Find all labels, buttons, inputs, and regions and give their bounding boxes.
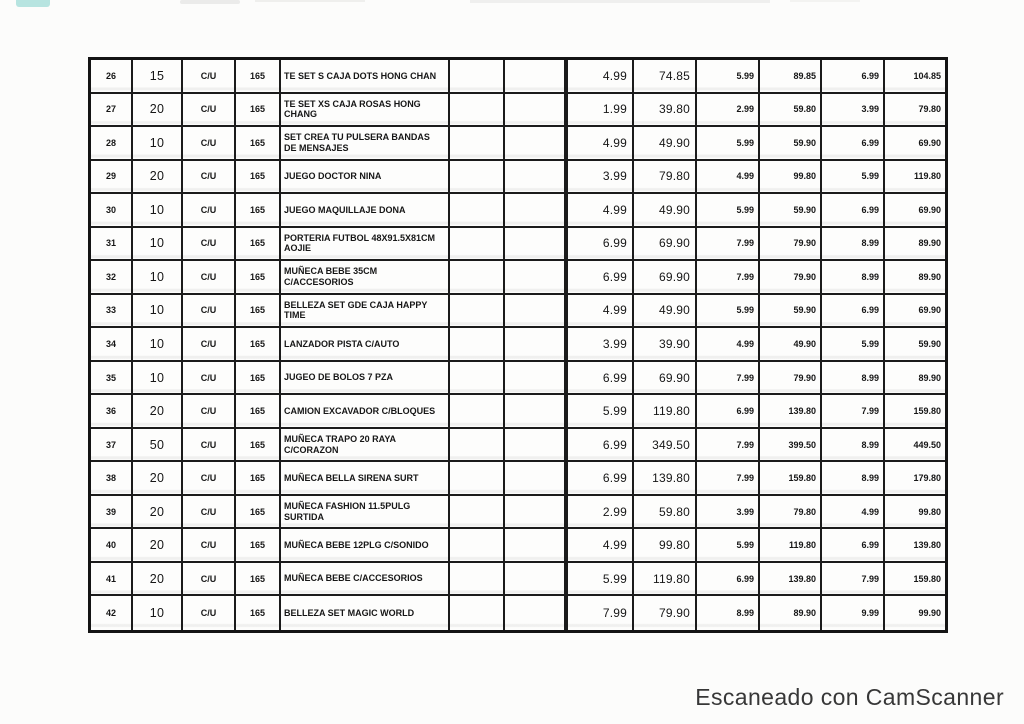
cell-price3: 9.99 (822, 596, 885, 630)
cell-blank1 (450, 228, 505, 262)
cell-qty: 20 (133, 462, 183, 496)
cell-total2: 79.90 (760, 362, 822, 396)
cell-total3: 69.90 (885, 194, 945, 228)
cell-unit: C/U (183, 596, 236, 630)
cell-total1: 79.80 (634, 161, 697, 195)
cell-unit: C/U (183, 161, 236, 195)
cell-price3: 8.99 (822, 261, 885, 295)
cell-blank2 (505, 228, 568, 262)
cell-num: 37 (91, 429, 133, 463)
cell-price2: 4.99 (697, 161, 760, 195)
price-list-table (88, 57, 948, 633)
cell-total2: 399.50 (760, 429, 822, 463)
cell-num: 36 (91, 395, 133, 429)
cell-price3: 6.99 (822, 60, 885, 94)
cell-price2: 2.99 (697, 94, 760, 128)
cell-description: MUÑECA FASHION 11.5PULG SURTIDA (281, 496, 450, 530)
cell-blank2 (505, 529, 568, 563)
cell-price3: 8.99 (822, 228, 885, 262)
cell-description: MUÑECA BELLA SIRENA SURT (281, 462, 450, 496)
cell-blank2 (505, 261, 568, 295)
cell-unit: C/U (183, 496, 236, 530)
cell-blank1 (450, 395, 505, 429)
cell-total2: 79.90 (760, 228, 822, 262)
cell-num: 40 (91, 529, 133, 563)
cell-description: BELLEZA SET GDE CAJA HAPPY TIME (281, 295, 450, 329)
cell-total2: 79.80 (760, 496, 822, 530)
cell-blank1 (450, 596, 505, 630)
cell-total3: 79.80 (885, 94, 945, 128)
cell-price3: 3.99 (822, 94, 885, 128)
cell-num: 42 (91, 596, 133, 630)
cell-total1: 349.50 (634, 429, 697, 463)
cell-code: 165 (236, 194, 281, 228)
cell-description: JUEGO DOCTOR NINA (281, 161, 450, 195)
cell-code: 165 (236, 563, 281, 597)
cell-total1: 69.90 (634, 228, 697, 262)
cell-qty: 10 (133, 261, 183, 295)
cell-blank2 (505, 194, 568, 228)
cell-num: 34 (91, 328, 133, 362)
cell-blank1 (450, 161, 505, 195)
cell-total2: 139.80 (760, 563, 822, 597)
cell-code: 165 (236, 161, 281, 195)
cell-total3: 59.90 (885, 328, 945, 362)
cell-blank1 (450, 429, 505, 463)
cell-total2: 159.80 (760, 462, 822, 496)
cell-blank2 (505, 161, 568, 195)
cell-unit: C/U (183, 462, 236, 496)
cell-code: 165 (236, 362, 281, 396)
cell-price2: 4.99 (697, 328, 760, 362)
cell-unit: C/U (183, 328, 236, 362)
cell-total2: 59.90 (760, 127, 822, 161)
cell-price2: 7.99 (697, 261, 760, 295)
cell-total3: 89.90 (885, 362, 945, 396)
cell-description: MUÑECA BEBE C/ACCESORIOS (281, 563, 450, 597)
cell-unit: C/U (183, 395, 236, 429)
cell-price1: 6.99 (568, 261, 634, 295)
cell-blank1 (450, 362, 505, 396)
cell-blank1 (450, 328, 505, 362)
cell-blank2 (505, 127, 568, 161)
cell-total1: 39.90 (634, 328, 697, 362)
cell-price3: 6.99 (822, 127, 885, 161)
cell-code: 165 (236, 596, 281, 630)
cell-total3: 159.80 (885, 563, 945, 597)
cell-price2: 5.99 (697, 194, 760, 228)
cell-code: 165 (236, 328, 281, 362)
cell-description: SET CREA TU PULSERA BANDAS DE MENSAJES (281, 127, 450, 161)
cell-price2: 5.99 (697, 529, 760, 563)
cell-num: 35 (91, 362, 133, 396)
cell-qty: 20 (133, 161, 183, 195)
cell-total1: 59.80 (634, 496, 697, 530)
cell-qty: 20 (133, 94, 183, 128)
cell-price3: 4.99 (822, 496, 885, 530)
cell-code: 165 (236, 496, 281, 530)
cell-qty: 20 (133, 529, 183, 563)
cell-price3: 8.99 (822, 362, 885, 396)
cell-price1: 6.99 (568, 228, 634, 262)
cell-description: MUÑECA BEBE 35CM C/ACCESORIOS (281, 261, 450, 295)
cell-total3: 99.90 (918, 608, 941, 619)
cell-num: 39 (91, 496, 133, 530)
cell-blank2 (505, 328, 568, 362)
cell-blank2 (505, 429, 568, 463)
cell-total1: 119.80 (634, 395, 697, 429)
cell-price1: 5.99 (568, 563, 634, 597)
cell-total2: 89.90 (760, 596, 822, 630)
cell-qty: 10 (133, 194, 183, 228)
cell-blank1 (450, 529, 505, 563)
cell-total1: 99.80 (634, 529, 697, 563)
cell-total1: 69.90 (634, 261, 697, 295)
cell-num: 27 (91, 94, 133, 128)
cell-blank2 (505, 462, 568, 496)
cell-price2: 7.99 (697, 429, 760, 463)
cell-code: 165 (236, 462, 281, 496)
cell-price3: 8.99 (822, 462, 885, 496)
cell-qty: 10 (133, 127, 183, 161)
cell-unit: C/U (183, 261, 236, 295)
cell-unit: C/U (183, 127, 236, 161)
cell-qty: 10 (133, 295, 183, 329)
cell-code: 165 (236, 228, 281, 262)
cell-total2: 59.90 (760, 295, 822, 329)
cell-blank1 (450, 462, 505, 496)
cell-blank2 (505, 60, 568, 94)
cell-total3: 119.80 (885, 161, 945, 195)
cell-num: 33 (91, 295, 133, 329)
cell-total3: 449.50 (885, 429, 945, 463)
cell-price1: 4.99 (568, 529, 634, 563)
cell-price2: 6.99 (697, 395, 760, 429)
cell-price1: 6.99 (568, 429, 634, 463)
cell-total1: 139.80 (634, 462, 697, 496)
cell-price3: 6.99 (822, 295, 885, 329)
cell-qty: 20 (133, 563, 183, 597)
cell-blank1 (450, 261, 505, 295)
cell-total2: 89.85 (760, 60, 822, 94)
cell-total3: 179.80 (885, 462, 945, 496)
cell-total2: 79.90 (760, 261, 822, 295)
scan-artifact (470, 0, 770, 3)
scan-artifact-teal-mark (16, 0, 50, 7)
cell-total3: 89.90 (885, 261, 945, 295)
cell-num: 31 (91, 228, 133, 262)
cell-blank2 (505, 563, 568, 597)
cell-description: JUEGO MAQUILLAJE DONA (281, 194, 450, 228)
cell-total1: 79.90 (634, 596, 697, 630)
cell-code: 165 (236, 529, 281, 563)
cell-blank2 (505, 94, 568, 128)
cell-price3: 5.99 (822, 328, 885, 362)
scan-artifact (180, 0, 240, 4)
cell-total2: 139.80 (760, 395, 822, 429)
cell-blank1 (450, 563, 505, 597)
cell-unit: C/U (183, 60, 236, 94)
cell-blank1 (450, 60, 505, 94)
cell-price1: 4.99 (568, 194, 634, 228)
cell-price2: 7.99 (697, 228, 760, 262)
cell-description: TE SET S CAJA DOTS HONG CHAN (281, 60, 450, 94)
cell-num: 38 (91, 462, 133, 496)
cell-code: 165 (236, 261, 281, 295)
cell-price2: 7.99 (697, 362, 760, 396)
cell-blank1 (450, 295, 505, 329)
cell-blank1 (450, 127, 505, 161)
cell-total1: 74.85 (634, 60, 697, 94)
cell-price2: 6.99 (697, 563, 760, 597)
camscanner-watermark: Escaneado con CamScanner (695, 684, 1004, 710)
cell-code: 165 (236, 429, 281, 463)
cell-price3: 5.99 (822, 161, 885, 195)
cell-unit: C/U (183, 429, 236, 463)
cell-price1: 3.99 (568, 328, 634, 362)
cell-price1: 6.99 (568, 462, 634, 496)
cell-code: 165 (236, 60, 281, 94)
cell-num: 29 (91, 161, 133, 195)
cell-qty: 50 (133, 429, 183, 463)
cell-price1: 3.99 (568, 161, 634, 195)
cell-price3: 8.99 (822, 429, 885, 463)
cell-unit: C/U (183, 529, 236, 563)
scan-artifact (255, 0, 365, 2)
cell-price1: 7.99 (568, 596, 634, 630)
cell-price2: 5.99 (697, 127, 760, 161)
cell-price2: 5.99 (697, 295, 760, 329)
cell-qty: 10 (133, 228, 183, 262)
cell-price2: 8.99 (697, 596, 760, 630)
cell-total3: 69.90 (885, 127, 945, 161)
cell-total1: 119.80 (634, 563, 697, 597)
cell-description: JUGEO DE BOLOS 7 PZA (281, 362, 450, 396)
cell-blank2 (505, 362, 568, 396)
cell-total1: 69.90 (634, 362, 697, 396)
cell-blank2 (505, 496, 568, 530)
cell-blank1 (450, 496, 505, 530)
cell-unit: C/U (183, 228, 236, 262)
cell-total2: 59.80 (760, 94, 822, 128)
cell-price2: 5.99 (697, 60, 760, 94)
cell-total1: 49.90 (634, 295, 697, 329)
cell-description: PORTERIA FUTBOL 48X91.5X81CM AOJIE (281, 228, 450, 262)
cell-price1: 1.99 (568, 94, 634, 128)
cell-price2: 7.99 (697, 462, 760, 496)
cell-price1: 2.99 (568, 496, 634, 530)
cell-price1: 4.99 (568, 60, 634, 94)
cell-total2: 59.90 (760, 194, 822, 228)
cell-total3: 159.80 (885, 395, 945, 429)
cell-description: CAMION EXCAVADOR C/BLOQUES (281, 395, 450, 429)
cell-total3: 104.85 (885, 60, 945, 94)
cell-price3: 7.99 (822, 563, 885, 597)
cell-blank2 (505, 395, 568, 429)
scan-artifact (790, 0, 860, 2)
cell-num: 41 (91, 563, 133, 597)
cell-unit: C/U (183, 362, 236, 396)
cell-unit: C/U (183, 94, 236, 128)
cell-price1: 5.99 (568, 395, 634, 429)
cell-total2: 49.90 (760, 328, 822, 362)
cell-description: MUÑECA TRAPO 20 RAYA C/CORAZON (281, 429, 450, 463)
cell-price1: 6.99 (568, 362, 634, 396)
cell-total1: 49.90 (634, 127, 697, 161)
cell-total2: 99.80 (760, 161, 822, 195)
cell-total2: 119.80 (760, 529, 822, 563)
cell-unit: C/U (183, 194, 236, 228)
cell-price1: 4.99 (568, 127, 634, 161)
cell-price1: 4.99 (568, 295, 634, 329)
cell-description: MUÑECA BEBE 12PLG C/SONIDO (281, 529, 450, 563)
cell-blank1 (450, 194, 505, 228)
cell-blank1 (450, 94, 505, 128)
cell-total1: 39.80 (634, 94, 697, 128)
cell-num: 30 (91, 194, 133, 228)
cell-blank2 (505, 295, 568, 329)
cell-qty: 10 (133, 596, 183, 630)
cell-qty: 15 (133, 60, 183, 94)
cell-qty: 20 (133, 395, 183, 429)
cell-total3: 89.90 (885, 228, 945, 262)
cell-price3: 7.99 (822, 395, 885, 429)
cell-total1: 49.90 (634, 194, 697, 228)
cell-code: 165 (236, 94, 281, 128)
cell-qty: 20 (133, 496, 183, 530)
cell-qty: 10 (133, 328, 183, 362)
cell-description: LANZADOR PISTA C/AUTO (281, 328, 450, 362)
cell-num: 28 (91, 127, 133, 161)
cell-total3: 139.80 (885, 529, 945, 563)
cell-total3: 69.90 (885, 295, 945, 329)
cell-num: 32 (91, 261, 133, 295)
cell-code: 165 (236, 295, 281, 329)
cell-price2: 3.99 (697, 496, 760, 530)
cell-description: BELLEZA SET MAGIC WORLD (281, 596, 450, 630)
cell-unit: C/U (183, 563, 236, 597)
cell-total3: 99.80 (885, 496, 945, 530)
cell-code: 165 (236, 127, 281, 161)
cell-qty: 10 (133, 362, 183, 396)
cell-code: 165 (236, 395, 281, 429)
cell-price3: 6.99 (822, 529, 885, 563)
cell-unit: C/U (183, 295, 236, 329)
cell-price3: 6.99 (822, 194, 885, 228)
cell-description: TE SET XS CAJA ROSAS HONG CHANG (281, 94, 450, 128)
cell-num: 26 (91, 60, 133, 94)
cell-blank2 (505, 596, 568, 630)
